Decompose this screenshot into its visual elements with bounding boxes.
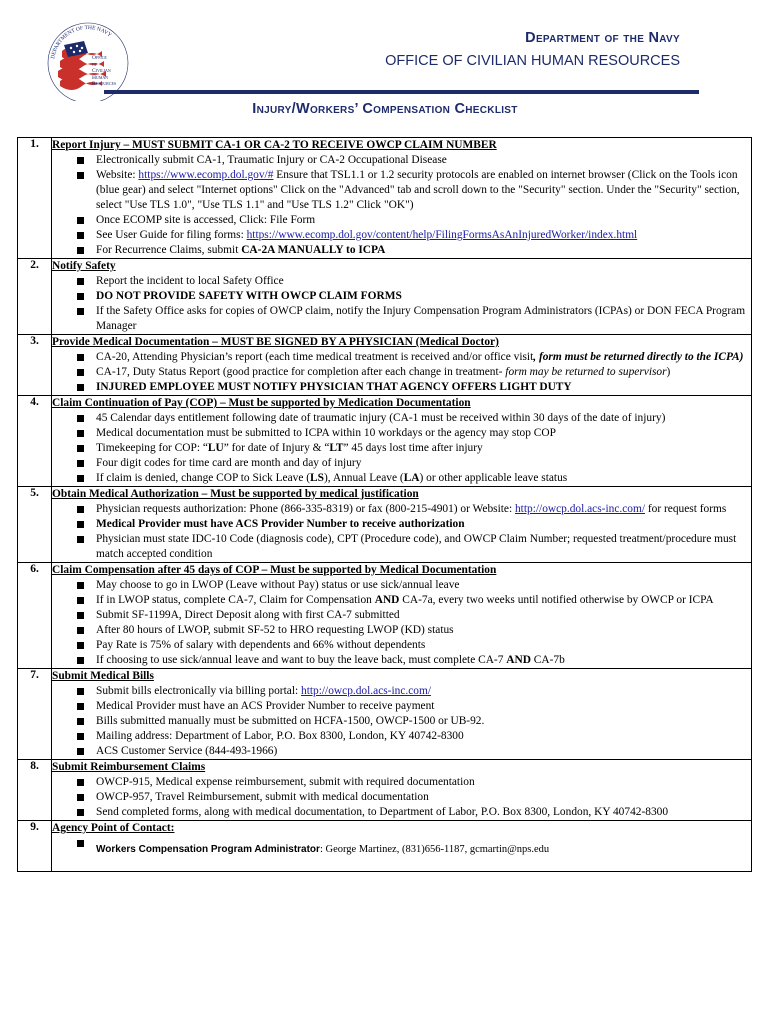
list-item [52,289,751,304]
list-item [52,729,751,744]
list-item [52,168,751,213]
checklist-row [18,335,752,396]
url-link[interactable]: https://www.ecomp.dol.gov/# [138,169,274,181]
item-text: Medical Provider must have an ACS Provider Number to receive payment [96,700,435,712]
bold-text: LS [310,472,324,484]
bold-text: CA-2A MANUALLY to ICPA [241,244,386,256]
bold-text: Medical Provider must have ACS Provider Number to receive authorization [96,518,465,530]
list-item [52,775,751,790]
item-text: For Recurrence Claims, submit [96,244,242,256]
step-heading: Notify Safety [52,260,116,272]
item-text: Four digit codes for time card are month and day of injury [96,457,362,469]
navy-seal-icon [44,17,132,101]
item-text: See User Guide for filing forms: [96,229,247,241]
checklist-table [17,137,752,872]
list-item [52,441,751,456]
step-items [52,684,751,759]
item-text: If claim is denied, change COP to Sick Leave ( [96,472,311,484]
step-content [52,138,752,259]
bold-text: AND [506,654,531,666]
step-heading: Report Injury – MUST SUBMIT CA-1 OR CA-2 TO RECEIVE OWCP CLAIM NUMBER [52,139,497,151]
seal-office-line: of [92,61,98,68]
list-item [52,471,751,486]
item-text: Send completed forms, along with medical documentation, to Department of Labor, P.O. Box 8300, London, KY 40742-8300 [96,806,669,818]
list-item [52,684,751,699]
seal-office-line: Resources [92,81,117,87]
list-item [52,714,751,729]
item-text: Physician requests authorization: Phone (866-335-8319) or fax (800-215-4901) or Website: [96,503,515,515]
list-item [52,744,751,759]
checklist-row [18,487,752,563]
item-text: Medical documentation must be submitted to ICPA within 10 workdays or the agency may stop COP [96,427,556,439]
list-item [52,790,751,805]
bold-text: INJURED EMPLOYEE MUST NOTIFY PHYSICIAN THAT AGENCY OFFERS LIGHT DUTY [96,381,572,393]
step-items [52,153,751,258]
step-heading: Submit Reimbursement Claims [52,761,206,773]
list-item [52,380,751,395]
step-content [52,396,752,487]
list-item [52,228,751,243]
step-heading: Provide Medical Documentation – MUST BE SIGNED BY A PHYSICIAN (Medical Doctor) [52,336,499,348]
item-text: CA-17, Duty Status Report (good practice for completion after each change in treatment- [96,366,506,378]
item-text: Submit bills electronically via billing portal: [96,685,301,697]
item-text: Report the incident to local Safety Office [96,275,284,287]
url-link[interactable]: https://www.ecomp.dol.gov/content/help/FilingFormsAsAnInjuredWorker/index.html [246,229,638,241]
checklist-row [18,396,752,487]
item-text: CA-7b [530,654,565,666]
item-text: ) [666,366,671,378]
list-item [52,578,751,593]
list-item [52,350,751,365]
step-number: 4. [18,396,52,487]
step-number: 8. [18,760,52,821]
page-title: Injury/Workers’ Compensation Checklist [252,101,518,117]
step-content [52,669,752,760]
item-text: May choose to go in LWOP (Leave without Pay) status or use sick/annual leave [96,579,460,591]
item-text: Pay Rate is 75% of salary with dependents and 66% without dependents [96,639,426,651]
item-text: If choosing to use sick/annual leave and want to buy the leave back, must complete CA-7 [96,654,507,666]
list-item [52,836,751,871]
item-text: Website: [96,169,139,181]
list-item [52,593,751,608]
item-text: ) or other applicable leave status [419,472,568,484]
step-heading: Obtain Medical Authorization – Must be supported by medical justification [52,488,419,500]
list-item [52,805,751,820]
url-link[interactable]: http://owcp.dol.acs-inc.com/ [301,685,432,697]
step-content [52,487,752,563]
list-item [52,456,751,471]
url-link[interactable]: http://owcp.dol.acs-inc.com/ [514,503,645,515]
item-text: Bills submitted manually must be submitted on HCFA-1500, OWCP-1500 or UB-92. [96,715,485,727]
list-item [52,213,751,228]
checklist-row [18,563,752,669]
list-item [52,638,751,653]
item-text: After 80 hours of LWOP, submit SF-52 to HRO requesting LWOP (KD) status [96,624,454,636]
step-content [52,821,752,872]
list-item [52,502,751,517]
list-item [52,623,751,638]
item-text: : George Martinez, (831)656-1187, gcmartin@nps.edu [319,844,550,855]
item-text: Once ECOMP site is accessed, Click: File Form [96,214,316,226]
bold-text: LT [329,442,344,454]
step-items [52,411,751,486]
item-text: Ensure that TSL1.1 or 1.2 security protocols are enabled on internet browser (Click on the Tools icon (blue gear) and select "Internet options" Click on the "Advanced" tab and scroll down to the "Security" section. Under the "Security" section, select "Use TLS 1.0", "Use TLS 1.1" and "Use TLS 1.2" Click "OK") [96,169,740,211]
checklist-row [18,669,752,760]
item-text: Timekeeping for COP: “ [96,442,208,454]
list-item [52,411,751,426]
list-item [52,426,751,441]
seal-office-text [92,55,116,88]
list-item [52,653,751,668]
checklist-row [18,259,752,335]
seal-office-line: Human [92,74,109,81]
list-item [52,274,751,289]
list-item [52,517,751,532]
step-heading: Claim Compensation after 45 days of COP – Must be supported by Medical Documentation [52,564,497,576]
item-text: Electronically submit CA-1, Traumatic Injury or CA-2 Occupational Disease [96,154,447,166]
bold-text: LA [403,472,420,484]
step-items [52,578,751,668]
step-items [52,274,751,334]
bold-text: AND [374,594,400,606]
step-items [52,350,751,395]
checklist-row [18,138,752,259]
item-text: ” for date of Injury & “ [223,442,330,454]
item-text: for request forms [645,503,727,515]
italic-text: form may be returned to supervisor [505,366,667,378]
list-item [52,532,751,562]
step-content [52,760,752,821]
step-items [52,775,751,820]
step-heading: Agency Point of Contact: [52,822,175,834]
item-text: ACS Customer Service (844-493-1966) [96,745,278,757]
step-number: 5. [18,487,52,563]
department-name: Department of the Navy [525,30,680,46]
item-text: OWCP-957, Travel Reimbursement, submit with medical documentation [96,791,429,803]
item-text: 45 Calendar days entitlement following date of traumatic injury (CA-1 must be received within 30 days of the date of injury) [96,412,666,424]
checklist-row [18,821,752,872]
item-text: CA-7a, every two weeks until notified otherwise by OWCP or ICPA [399,594,714,606]
header-rule [104,90,699,94]
list-item [52,153,751,168]
item-text: Mailing address: Department of Labor, P.O. Box 8300, London, KY 40742-8300 [96,730,464,742]
item-text: ), Annual Leave ( [323,472,404,484]
list-item [52,608,751,623]
checklist-row [18,760,752,821]
step-content [52,259,752,335]
step-number: 6. [18,563,52,669]
step-content [52,563,752,669]
item-text: ” 45 days lost time after injury [343,442,483,454]
step-items [52,836,751,871]
list-item [52,304,751,334]
item-text: OWCP-915, Medical expense reimbursement, submit with required documentation [96,776,475,788]
office-name: OFFICE OF CIVILIAN HUMAN RESOURCES [385,53,680,69]
bold-italic-text: , form must be returned directly to the ICPA) [533,351,744,363]
step-number: 9. [18,821,52,872]
item-text: CA-20, Attending Physician’s report (each time medical treatment is received and/or office visit [96,351,534,363]
bold-text: DO NOT PROVIDE SAFETY WITH OWCP CLAIM FORMS [96,290,402,302]
item-text: Submit SF-1199A, Direct Deposit along with first CA-7 submitted [96,609,400,621]
step-number: 1. [18,138,52,259]
seal-arc-text: DEPARTMENT OF THE NAVY [50,24,113,60]
seal-office-line: Office [92,55,107,61]
step-number: 3. [18,335,52,396]
step-number: 2. [18,259,52,335]
bold-text: LU [207,442,224,454]
list-item [52,365,751,380]
list-item [52,243,751,258]
step-content [52,335,752,396]
step-heading: Claim Continuation of Pay (COP) – Must be supported by Medication Documentation [52,397,471,409]
item-text: Physician must state IDC-10 Code (diagnosis code), CPT (Procedure code), and OWCP Claim Number; requested treatment/procedure must match accepted condition [96,533,737,560]
contact-label: Workers Compensation Program Administrator [96,844,320,855]
list-item [52,699,751,714]
step-heading: Submit Medical Bills [52,670,154,682]
item-text: If the Safety Office asks for copies of OWCP claim, notify the Injury Compensation Program Administrators (ICPAs) or DON FECA Program Manager [96,305,746,332]
step-items [52,502,751,562]
step-number: 7. [18,669,52,760]
seal-office-line: Civilian [92,68,111,74]
item-text: If in LWOP status, complete CA-7, Claim for Compensation [96,594,375,606]
